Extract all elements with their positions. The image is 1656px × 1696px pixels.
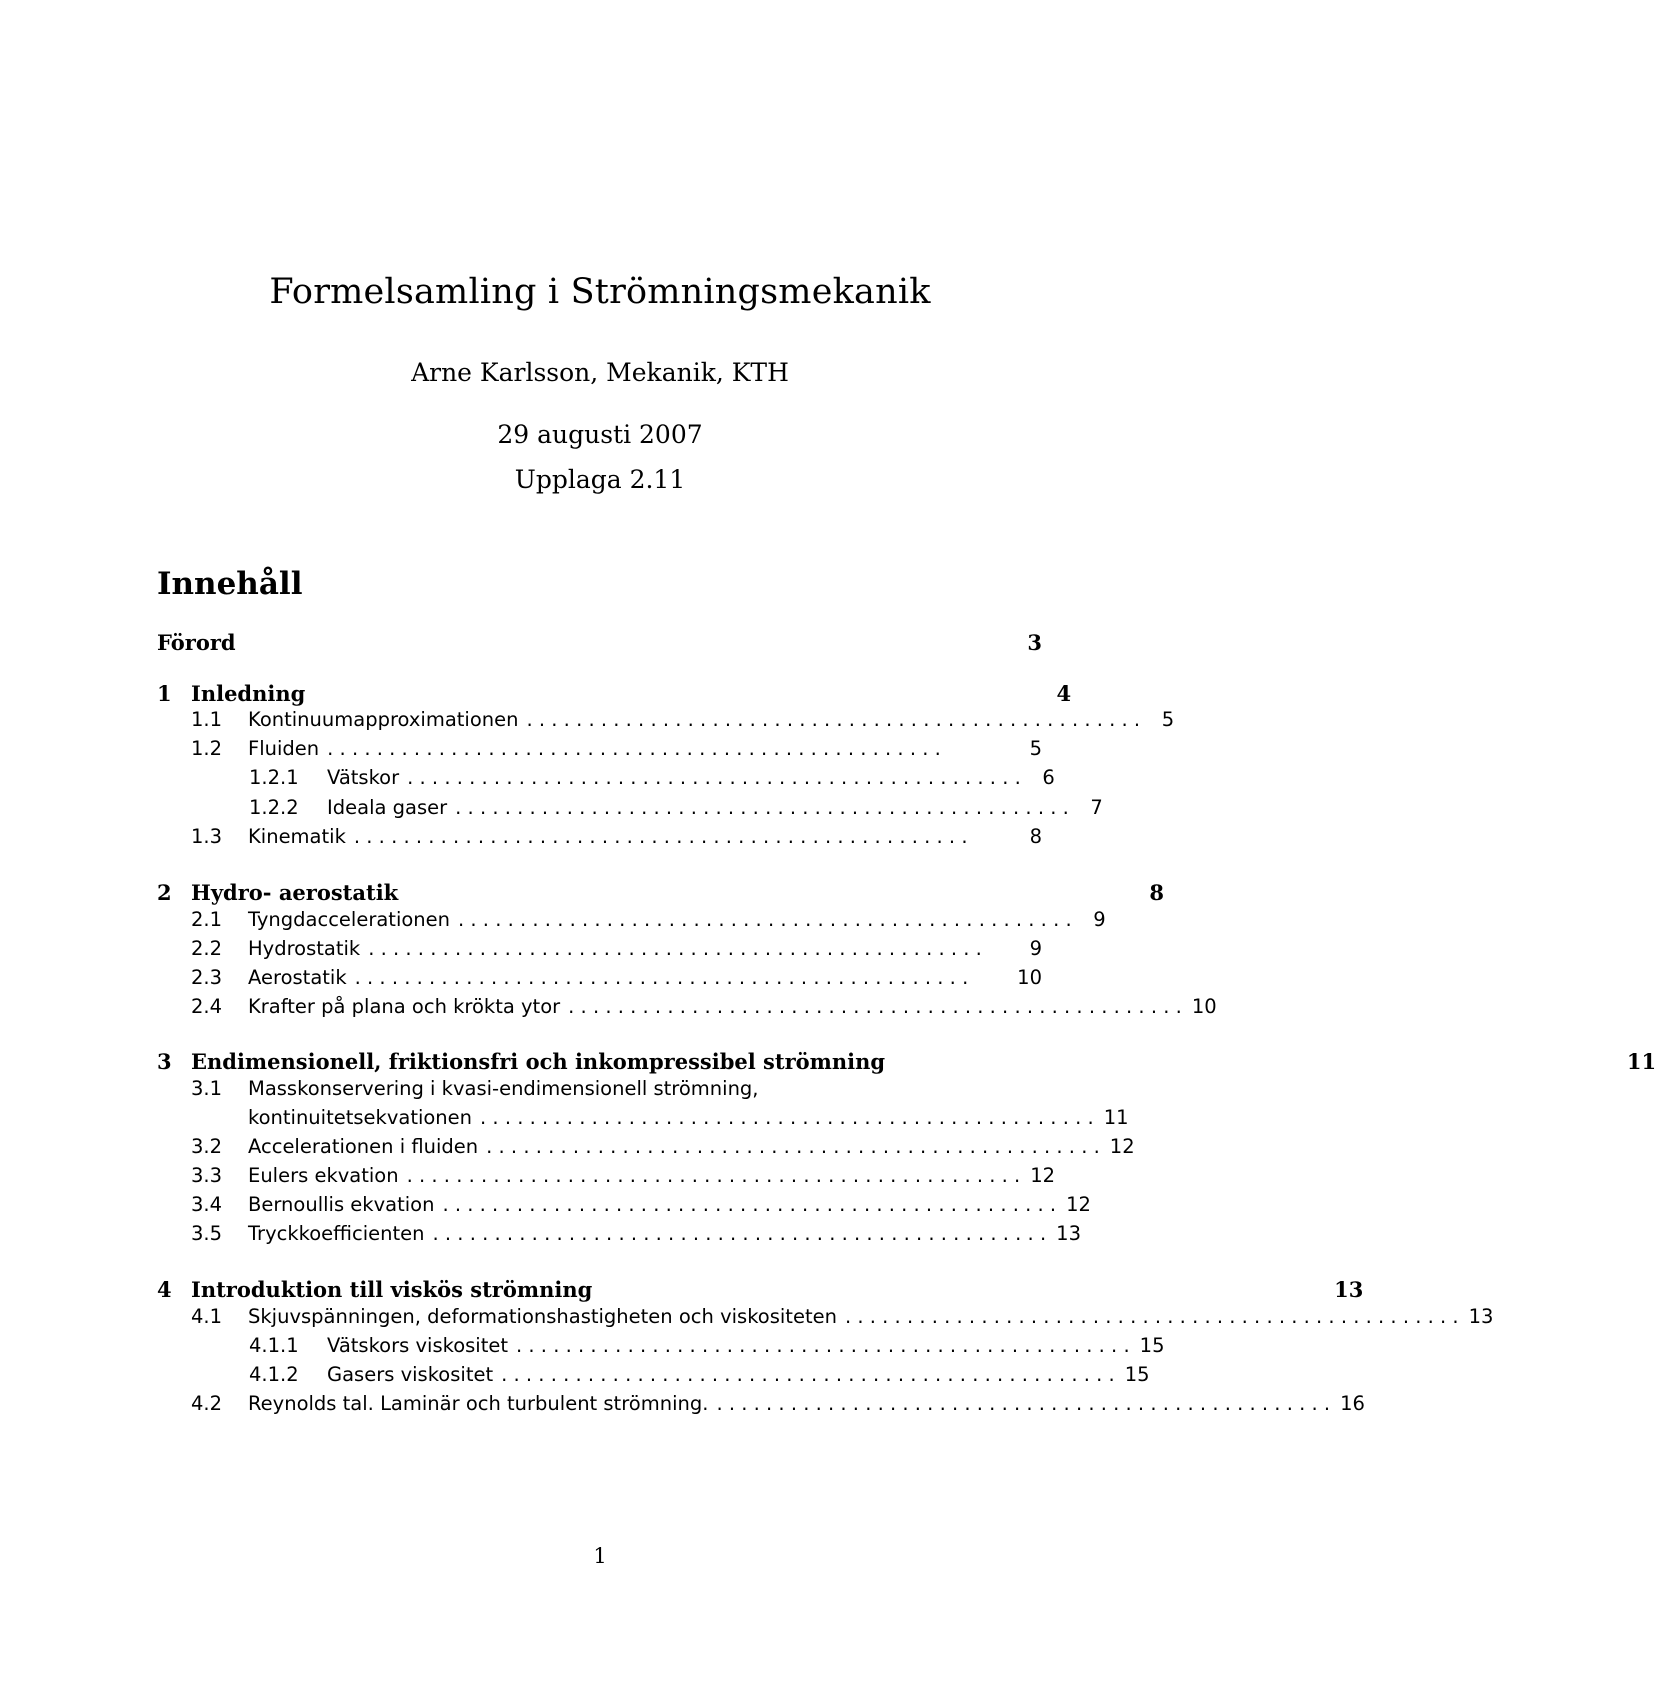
toc-entry-page: 9 [1029,937,1042,960]
toc-entry-section-4-2[interactable] [157,1392,1365,1420]
toc-entry-section-2-4[interactable] [157,995,1217,1023]
toc-entry-chapter-4[interactable] [157,1277,1364,1305]
toc-entry-label: Förord [157,630,236,655]
toc-entry-number: 4.2 [191,1392,223,1415]
toc-leader: . . . . . . . . . . . . . . . . . . . . . . . . . . . . . . . . . . . . . . . . . . . . . . . . . . [455,796,1069,819]
toc-leader: . . . . . . . . . . . . . . . . . . . . . . . . . . . . . . . . . . . . . . . . . . . . . . . . . . [353,825,968,848]
toc-entry-number: 2.4 [191,995,223,1018]
toc-entry-number: 1.2.1 [249,766,299,789]
toc-entry-label: Kontinuumapproximationen [248,708,519,731]
toc-entry-label: Endimensionell, friktionsfri och inkompressibel strömning [191,1049,886,1074]
toc-entry-number: 1.2 [191,737,223,760]
toc-leader: . . . . . . . . . . . . . . . . . . . . . . . . . . . . . . . . . . . . . . . . . . . . . . . . . . [368,937,982,960]
toc-leader: . . . . . . . . . . . . . . . . . . . . . . . . . . . . . . . . . . . . . . . . . . . . . . . . . . [406,1164,1021,1187]
toc-entry-section-2-2[interactable] [157,937,1042,965]
toc-entry-label: Kinematik [248,825,346,848]
document-title: Formelsamling i Strömningsmekanik [269,272,931,312]
page-number: 1 [593,1544,607,1568]
toc-leader: . . . . . . . . . . . . . . . . . . . . . . . . . . . . . . . . . . . . . . . . . . . . . . . . . . [442,1193,1057,1216]
toc-leader: . . . . . . . . . . . . . . . . . . . . . . . . . . . . . . . . . . . . . . . . . . . . . . . . . . [486,1135,1100,1158]
toc-entry-subsection-1-2-2[interactable] [157,796,1103,824]
toc-entry-label: Accelerationen i fluiden [248,1135,479,1158]
toc-entry-number: 2.1 [191,908,223,931]
toc-entry-section-1-2[interactable] [157,737,1042,765]
toc-entry-number: 4 [157,1277,172,1302]
toc-entry-number: 3.4 [191,1193,223,1216]
toc-entry-number: 3 [157,1049,172,1074]
toc-entry-number: 4.1.2 [249,1363,299,1386]
toc-entry-page: 12 [1030,1164,1056,1187]
toc-leader: . . . . . . . . . . . . . . . . . . . . . . . . . . . . . . . . . . . . . . . . . . . . . . . . . . [327,737,941,760]
toc-entry-label: Vätskor [327,766,400,789]
toc-leader: . . . . . . . . . . . . . . . . . . . . . . . . . . . . . . . . . . . . . . . . . . . . . . . . . . [568,995,1182,1018]
toc-entry-page: 5 [1161,708,1175,731]
toc-leader: . . . . . . . . . . . . . . . . . . . . . . . . . . . . . . . . . . . . . . . . . . . . . . . . . . [432,1222,1047,1245]
toc-entry-page: 9 [1093,908,1106,931]
toc-entry-label: Masskonservering i kvasi-endimensionell strömning, [248,1077,759,1100]
toc-entry-section-3-5[interactable] [157,1222,1081,1250]
toc-entry-page: 4 [1056,681,1072,706]
toc-entry-number: 1.2.2 [249,796,299,819]
toc-entry-label: Eulers ekvation [248,1164,399,1187]
toc-entry-label: kontinuitetsekvationen [248,1106,473,1129]
toc-entry-number: 4.1.1 [249,1334,299,1357]
toc-entry-label: Skjuvspänningen, deformationshastigheten och viskositeten [248,1305,837,1328]
toc-entry-label: Bernoullis ekvation [248,1193,435,1216]
toc-entry-section-2-3[interactable] [157,966,1042,994]
toc-entry-page: 8 [1029,825,1042,848]
toc-entry-number: 3.5 [191,1222,223,1245]
toc-entry-page: 12 [1066,1193,1091,1216]
toc-entry-page: 13 [1468,1305,1494,1328]
toc-entry-page: 7 [1090,796,1103,819]
toc-entry-number: 4.1 [191,1305,223,1328]
toc-entry-section-1-3[interactable] [157,825,1042,853]
toc-entry-page: 10 [1017,966,1042,989]
toc-entry-subsection-4-1-1[interactable] [157,1334,1165,1362]
toc-entry-page: 15 [1124,1363,1150,1386]
toc-entry-label: Aerostatik [248,966,347,989]
toc-entry-page: 10 [1191,995,1217,1018]
toc-entry-section-4-1[interactable] [157,1305,1494,1333]
toc-entry-section-3-1-continued[interactable] [157,1106,1129,1134]
toc-entry-number: 2.3 [191,966,223,989]
toc-entry-label: Hydro- aerostatik [191,880,399,905]
toc-entry-number: 3.1 [191,1077,223,1100]
toc-entry-label: Fluiden [248,737,320,760]
toc-entry-label: Krafter på plana och krökta ytor [248,995,561,1018]
toc-entry-subsection-1-2-1[interactable] [157,766,1055,794]
toc-leader: . . . . . . . . . . . . . . . . . . . . . . . . . . . . . . . . . . . . . . . . . . . . . . . . . . [716,1392,1331,1415]
toc-entry-page: 15 [1139,1334,1165,1357]
toc-leader: . . . . . . . . . . . . . . . . . . . . . . . . . . . . . . . . . . . . . . . . . . . . . . . . . . [516,1334,1130,1357]
toc-entry-label: Introduktion till viskös strömning [191,1277,593,1302]
toc-entry-section-2-1[interactable] [157,908,1106,936]
toc-leader: . . . . . . . . . . . . . . . . . . . . . . . . . . . . . . . . . . . . . . . . . . . . . . . . . . [844,1305,1459,1328]
toc-entry-page: 6 [1042,766,1055,789]
toc-entry-number: 2.2 [191,937,223,960]
document-author: Arne Karlsson, Mekanik, KTH [411,358,789,387]
toc-entry-chapter-1[interactable] [157,681,1072,709]
toc-entry-label: Tyngdaccelerationen [248,908,451,931]
document-date: 29 augusti 2007 [497,420,703,449]
toc-leader: . . . . . . . . . . . . . . . . . . . . . . . . . . . . . . . . . . . . . . . . . . . . . . . . . . [458,908,1072,931]
toc-entry-label: Tryckkoefficienten [248,1222,425,1245]
document-edition: Upplaga 2.11 [514,465,686,494]
toc-entry-section-3-2[interactable] [157,1135,1135,1163]
toc-entry-section-3-1[interactable] [157,1077,1042,1105]
toc-heading: Innehåll [157,566,303,602]
toc-entry-label: Reynolds tal. Laminär och turbulent strömning. [248,1392,709,1415]
toc-entry-number: 1.3 [191,825,223,848]
toc-entry-page: 16 [1340,1392,1365,1415]
toc-entry-number: 1.1 [191,708,223,731]
toc-entry-chapter-2[interactable] [157,880,1165,908]
toc-leader: . . . . . . . . . . . . . . . . . . . . . . . . . . . . . . . . . . . . . . . . . . . . . . . . . . [501,1363,1115,1386]
toc-entry-number: 3.2 [191,1135,223,1158]
toc-entry-label: Vätskors viskositet [327,1334,508,1357]
toc-entry-label: Gasers viskositet [327,1363,494,1386]
toc-entry-page: 3 [1027,630,1042,655]
toc-entry-preface[interactable] [157,630,1042,658]
toc-entry-page: 13 [1056,1222,1081,1245]
toc-entry-section-3-4[interactable] [157,1193,1091,1221]
toc-entry-chapter-3[interactable] [157,1049,1656,1077]
toc-entry-label: Ideala gaser [327,796,448,819]
toc-entry-section-3-3[interactable] [157,1164,1056,1192]
toc-entry-number: 2 [157,880,172,905]
toc-entry-number: 3.3 [191,1164,223,1187]
toc-entry-page: 13 [1334,1277,1364,1302]
toc-leader: . . . . . . . . . . . . . . . . . . . . . . . . . . . . . . . . . . . . . . . . . . . . . . . . . . [526,708,1141,731]
toc-leader: . . . . . . . . . . . . . . . . . . . . . . . . . . . . . . . . . . . . . . . . . . . . . . . . . . [407,766,1021,789]
toc-entry-page: 12 [1109,1135,1135,1158]
toc-leader: . . . . . . . . . . . . . . . . . . . . . . . . . . . . . . . . . . . . . . . . . . . . . . . . . . [354,966,969,989]
toc-entry-number: 1 [157,681,172,706]
toc-entry-label: Inledning [191,681,306,706]
toc-entry-page: 5 [1029,737,1042,760]
toc-entry-subsection-4-1-2[interactable] [157,1363,1150,1391]
toc-entry-section-1-1[interactable] [157,708,1175,736]
toc-entry-label: Hydrostatik [248,937,361,960]
toc-entry-page: 8 [1149,880,1165,905]
toc-entry-page: 11 [1103,1106,1129,1129]
toc-leader: . . . . . . . . . . . . . . . . . . . . . . . . . . . . . . . . . . . . . . . . . . . . . . . . . . [480,1106,1094,1129]
toc-entry-page: 11 [1626,1049,1656,1074]
